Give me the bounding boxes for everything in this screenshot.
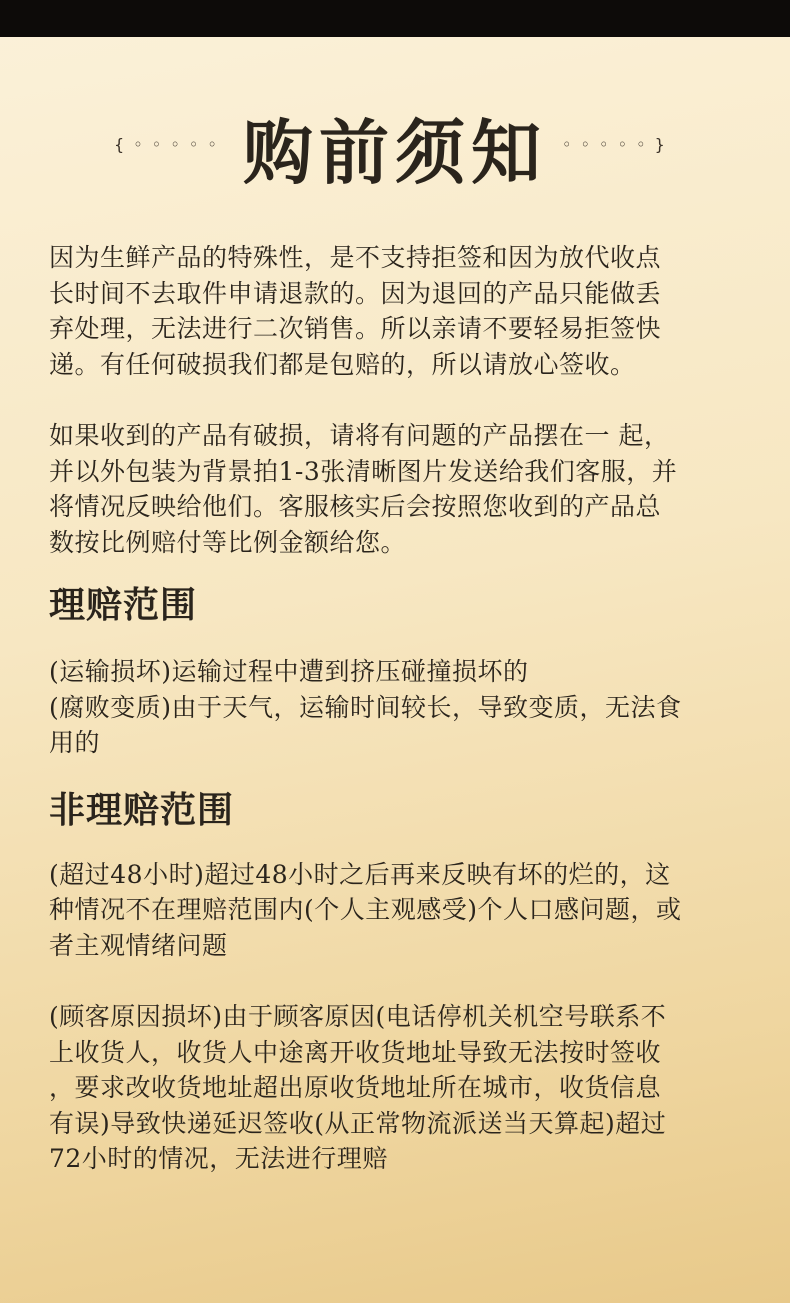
claim-scope-heading: 理赔范围 [49,584,198,626]
claim-scope-line: (运输损坏)运输过程中遭到挤压碰撞损坏的 [49,657,529,686]
damage-notice-line: 并以外包装为背景拍1-3张清晰图片发送给我们客服，并 [49,456,678,486]
non-claim-line: 者主观情绪问题 [49,930,228,960]
non-claim-block-1 [49,857,749,964]
notice-content [49,240,749,1177]
non-claim-scope-heading: 非理赔范围 [49,788,235,831]
top-dark-bar [0,0,790,37]
claim-scope-line: 用的 [49,728,101,757]
non-claim-line: 有误)导致快递延迟签收(从正常物流派送当天算起)超过 [49,1108,667,1138]
title-decoration-left: { ◦ ◦ ◦ ◦ ◦ [114,135,219,154]
damage-notice-line: 数按比例赔付等比例金额给您。 [49,527,407,557]
intro-paragraph [49,240,749,382]
claim-scope-paragraph [49,654,749,761]
non-claim-line: 种情况不在理赔范围内(个人主观感受)个人口感问题，或 [49,895,682,924]
damage-notice-line: 如果收到的产品有破损，请将有问题的产品摆在一 起， [49,421,670,450]
claim-scope-line: (腐败变质)由于天气，运输时间较长，导致变质，无法食 [49,692,682,722]
non-claim-line: 上收货人，收货人中途离开收货地址导致无法按时签收 [49,1037,662,1067]
non-claim-block-2 [49,999,749,1177]
intro-line: 弃处理，无法进行二次销售。所以亲请不要轻易拒签快 [49,314,662,343]
intro-line: 递。有任何破损我们都是包赔的，所以请放心签收。 [49,349,636,379]
intro-line: 因为生鲜产品的特殊性，是不支持拒签和因为放代收点 [49,243,662,272]
title-row [0,108,790,198]
intro-line: 长时间不去取件申请退款的。因为退回的产品只能做丢 [49,278,662,308]
non-claim-line: (顾客原因损坏)由于顾客原因(电话停机关机空号联系不 [49,1002,667,1031]
damage-notice-line: 将情况反映给他们。客服核实后会按照您收到的产品总 [49,492,662,521]
title-decoration-right: ◦ ◦ ◦ ◦ ◦ } [562,135,667,154]
non-claim-line: 72小时的情况，无法进行理赔 [49,1144,388,1173]
page-title: 购前须知 [243,111,547,194]
damage-notice-paragraph [49,418,749,560]
non-claim-line: (超过48小时)超过48小时之后再来反映有坏的烂的，这 [49,859,671,889]
non-claim-line: ，要求改收货地址超出原收货地址所在城市，收货信息 [49,1073,662,1102]
